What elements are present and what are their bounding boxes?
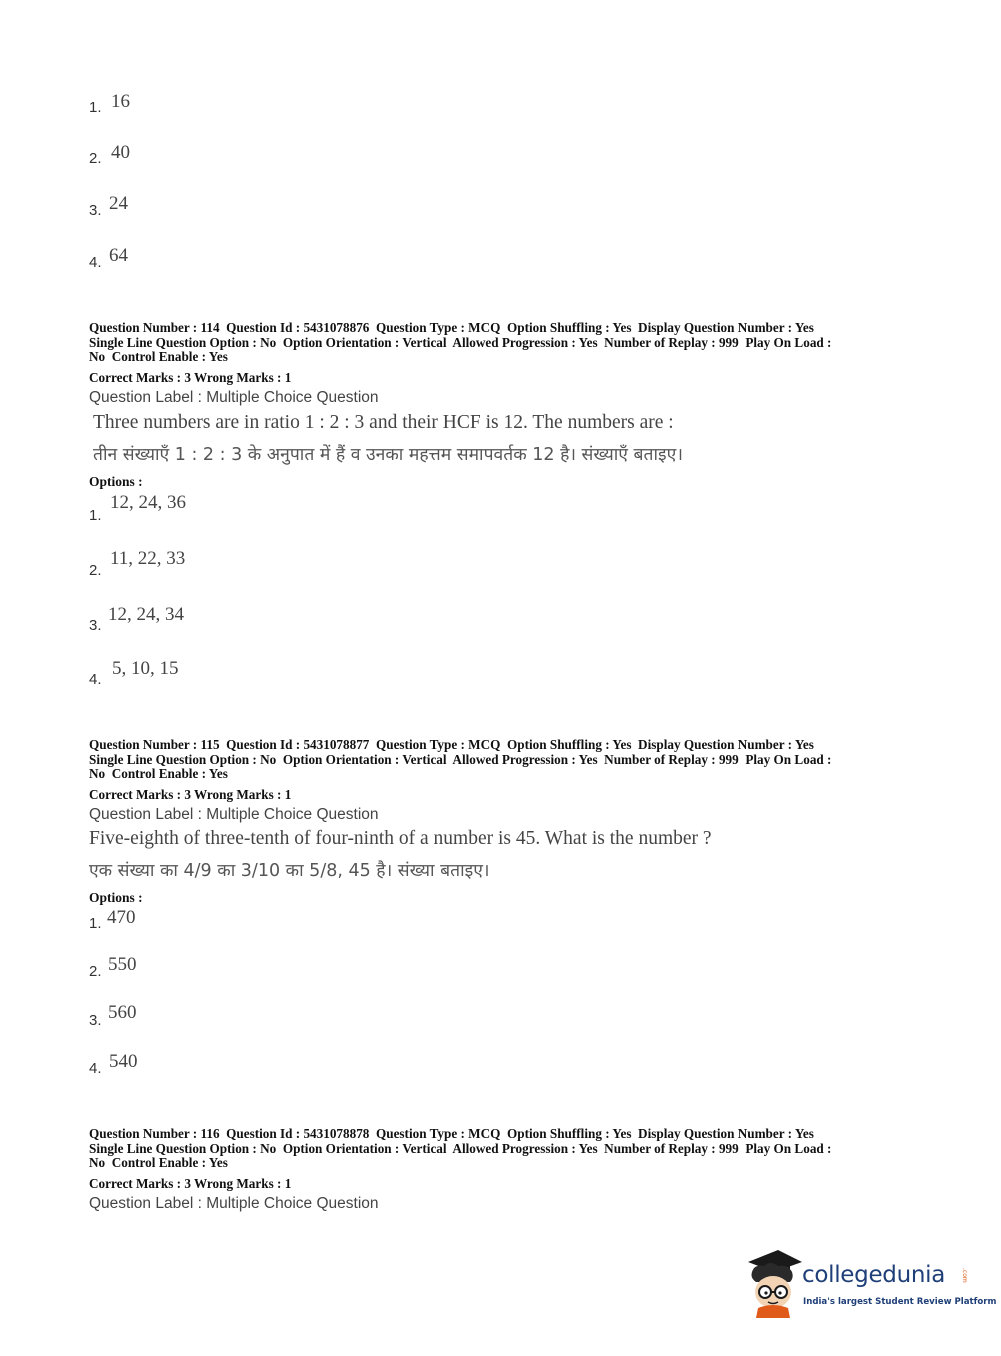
question-label: Question Label : Multiple Choice Question (89, 806, 379, 823)
option-value: 64 (109, 245, 128, 266)
logo-wordmark: collegedunia (802, 1262, 946, 1288)
option-number: 3. (89, 202, 102, 219)
option-number: 4. (89, 1060, 102, 1077)
option-value: 40 (111, 142, 130, 163)
option-value: 5, 10, 15 (112, 658, 179, 679)
option-number: 2. (89, 150, 102, 167)
question-meta-line: Single Line Question Option : No Option Orientation : Vertical Allowed Progression : Yes Number of Replay : 999 Play On Load : (89, 751, 832, 767)
question-block-115 (89, 738, 831, 782)
option-number: 3. (89, 1012, 102, 1029)
options-heading: Options : (89, 474, 143, 489)
collegedunia-logo (744, 1248, 997, 1320)
option-value: 550 (108, 954, 137, 975)
option-value: 16 (111, 91, 130, 112)
question-label: Question Label : Multiple Choice Question (89, 1195, 379, 1212)
logo-com: .com (961, 1268, 968, 1283)
question-block-116 (89, 1127, 831, 1171)
mascot-icon (744, 1248, 804, 1318)
option-number: 4. (89, 671, 102, 688)
option-value: 11, 22, 33 (110, 548, 186, 569)
option-number: 1. (89, 99, 102, 116)
logo-tagline: India's largest Student Review Platform (803, 1297, 997, 1307)
question-meta-line: Single Line Question Option : No Option Orientation : Vertical Allowed Progression : Yes Number of Replay : 999 Play On Load : (89, 1140, 832, 1156)
marks-line: Correct Marks : 3 Wrong Marks : 1 (89, 370, 292, 385)
question-meta-line: Single Line Question Option : No Option Orientation : Vertical Allowed Progression : Yes Number of Replay : 999 Play On Load : (89, 334, 832, 350)
options-heading: Options : (89, 890, 143, 905)
option-value: 470 (107, 907, 136, 928)
option-number: 1. (89, 915, 102, 932)
option-value: 540 (109, 1051, 138, 1072)
question-meta-line: No Control Enable : Yes (89, 1155, 228, 1171)
option-value: 560 (108, 1002, 137, 1023)
option-value: 12, 24, 34 (108, 604, 184, 625)
question-block-114 (89, 321, 831, 365)
marks-line: Correct Marks : 3 Wrong Marks : 1 (89, 787, 292, 802)
question-meta-line: Question Number : 114 Question Id : 5431078876 Question Type : MCQ Option Shuffling : Yes Display Question Number : Yes (89, 320, 814, 335)
option-number: 2. (89, 562, 102, 579)
option-number: 1. (89, 507, 102, 524)
option-number: 2. (89, 963, 102, 980)
option-number: 4. (89, 254, 102, 271)
question-meta-line: No Control Enable : Yes (89, 766, 228, 782)
option-value: 12, 24, 36 (110, 492, 186, 513)
option-value: 24 (109, 193, 128, 214)
marks-line: Correct Marks : 3 Wrong Marks : 1 (89, 1176, 292, 1191)
question-meta-line: No Control Enable : Yes (89, 349, 228, 365)
question-meta-line: Question Number : 115 Question Id : 5431078877 Question Type : MCQ Option Shuffling : Yes Display Question Number : Yes (89, 737, 814, 752)
question-text-english: Three numbers are in ratio 1 : 2 : 3 and their HCF is 12. The numbers are : (93, 412, 674, 433)
question-meta-line: Question Number : 116 Question Id : 5431078878 Question Type : MCQ Option Shuffling : Yes Display Question Number : Yes (89, 1126, 814, 1141)
option-number: 3. (89, 617, 102, 634)
question-text-english: Five-eighth of three-tenth of four-ninth of a number is 45. What is the number ? (89, 828, 712, 849)
question-label: Question Label : Multiple Choice Question (89, 389, 379, 406)
question-text-hindi: एक संख्या का 4/9 का 3/10 का 5/8, 45 है। संख्या बताइए। (89, 861, 490, 881)
question-text-hindi: तीन संख्याएँ 1 : 2 : 3 के अनुपात में हैं व उनका महत्तम समापवर्तक 12 है। संख्याएँ बताइए। (93, 445, 683, 465)
